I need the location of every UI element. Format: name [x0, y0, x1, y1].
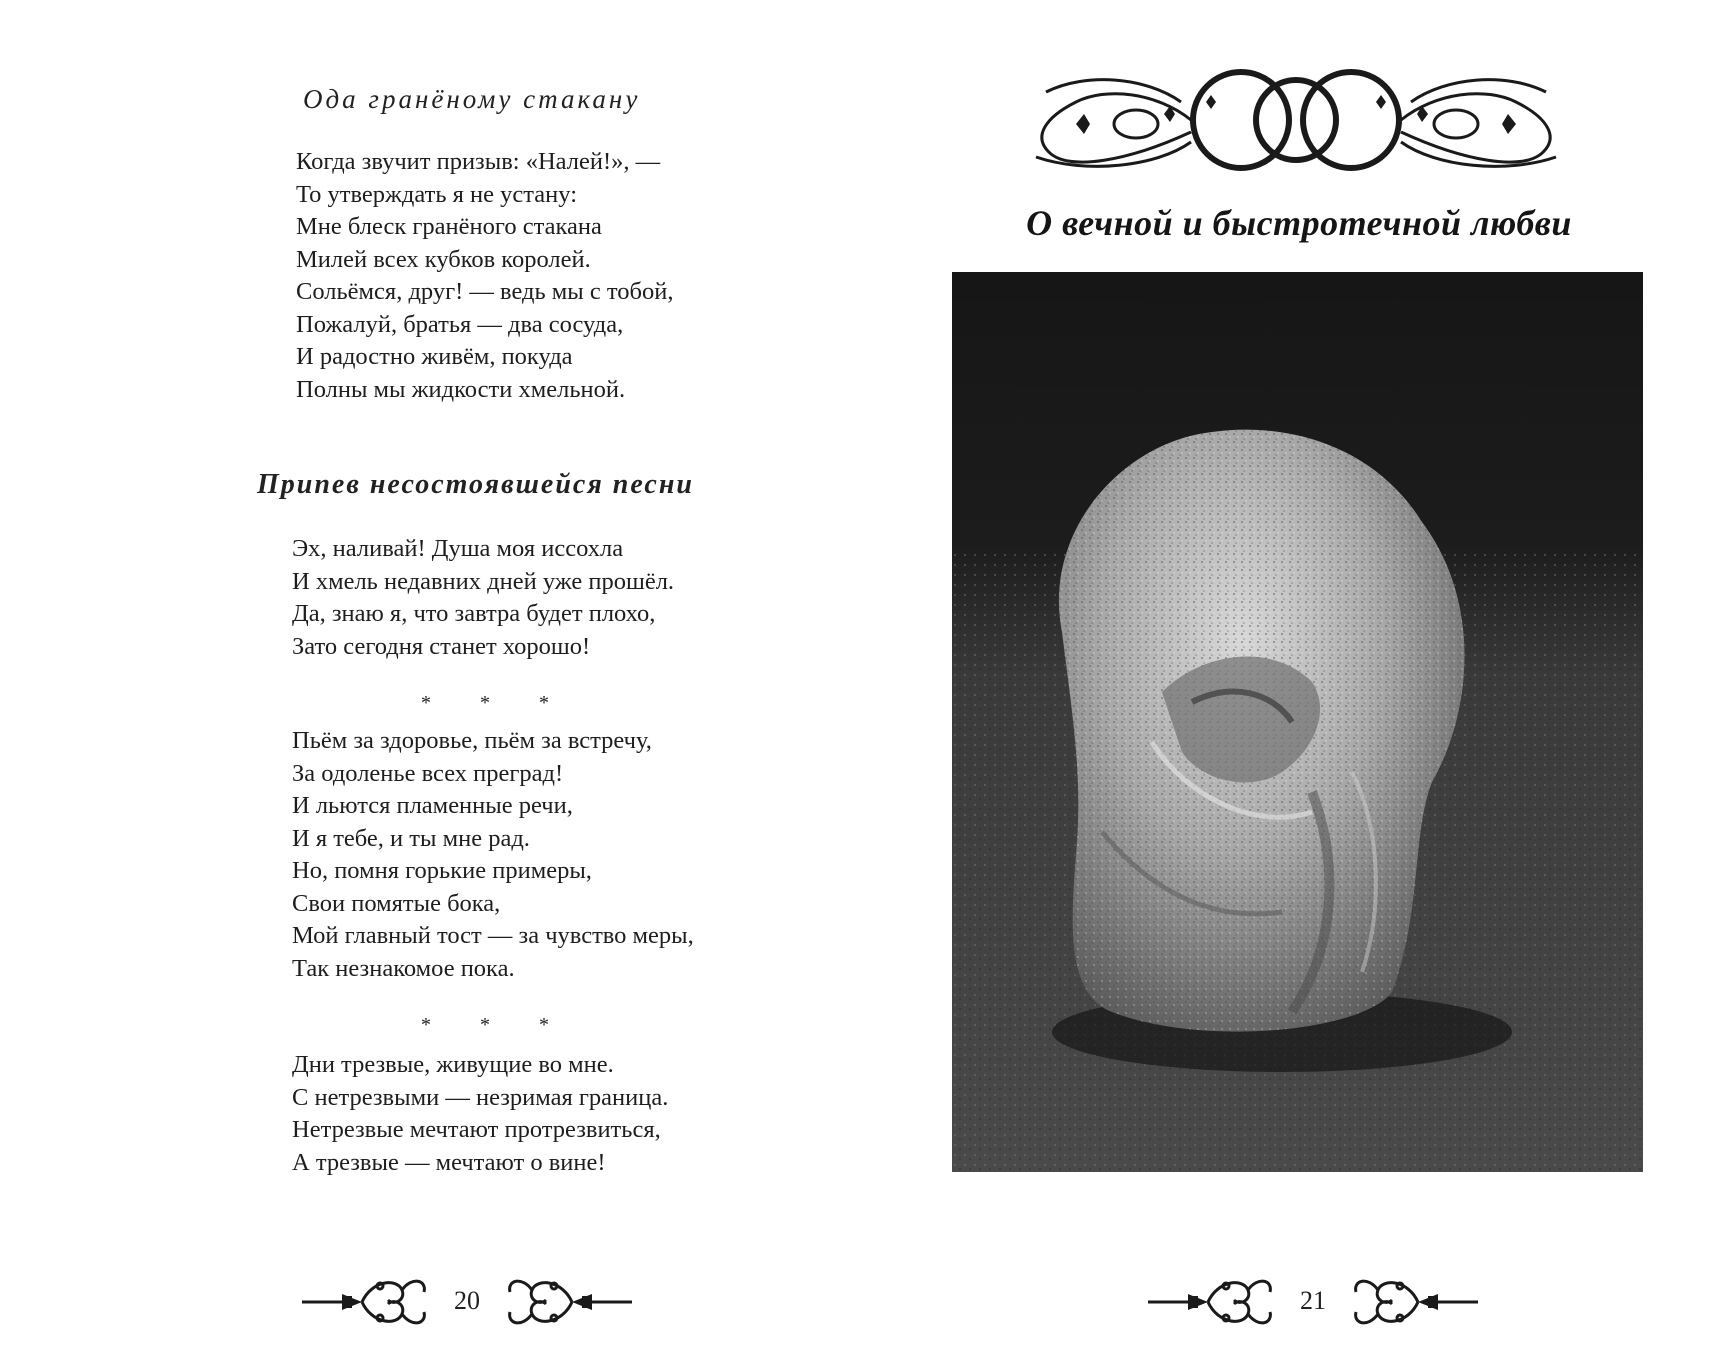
right-page [866, 0, 1732, 1362]
poem-line: Эх, наливай! Душа моя иссохла [292, 535, 624, 562]
page-number: 20 [454, 1286, 480, 1315]
section-title: О вечной и быстротечной любви [1026, 203, 1572, 243]
poem-line: Свои помятые бока, [292, 889, 501, 917]
poem-line: И радостно живём, покуда [296, 343, 573, 370]
flourish-ornament-icon [1343, 1272, 1478, 1332]
poem-sober-stanza [292, 1049, 668, 1179]
poem-ode-stanza [296, 146, 673, 406]
asterisk-separator: * * * [421, 692, 571, 714]
poem-line: И льются пламенные речи, [292, 792, 573, 819]
page-number: 21 [1300, 1286, 1326, 1315]
poem-line: Зато сегодня станет хорошо! [292, 632, 591, 660]
poem-line: Так незнакомое пока. [292, 954, 515, 982]
poem-refrain-stanza [292, 533, 674, 663]
poem-line: И я тебе, и ты мне рад. [292, 824, 530, 852]
stone-sculpture-image [952, 272, 1643, 1172]
poem-line: Дни трезвые, живущие во мне. [292, 1051, 614, 1078]
poem-line: За одоленье всех преград! [292, 759, 564, 787]
poem-line: А трезвые — мечтают о вине! [292, 1148, 606, 1176]
poem-title-refrain: Припев несостоявшейся песни [257, 469, 694, 500]
poem-line: Милей всех кубков королей. [296, 245, 591, 273]
poem-line: Пожалуй, братья — два сосуда, [296, 310, 624, 338]
poem-line: Мой главный тост — за чувство меры, [292, 922, 694, 949]
poem-line: Сольёмся, друг! — ведь мы с тобой, [296, 278, 674, 305]
flourish-ornament-icon [497, 1272, 632, 1332]
poem-line: Когда звучит призыв: «Налей!», — [296, 148, 661, 175]
decorative-header-ornament-icon [1016, 62, 1576, 182]
poem-line: И хмель недавних дней уже прошёл. [292, 567, 675, 595]
poem-title-ode: Ода гранёному стакану [303, 84, 641, 114]
poem-line: Пьём за здоровье, пьём за встречу, [292, 727, 652, 754]
page-footer-right [1148, 1272, 1478, 1332]
poem-toast-stanza [292, 725, 694, 985]
poem-line: С нетрезвыми — незримая граница. [292, 1083, 669, 1111]
poem-line: Но, помня горькие примеры, [292, 857, 592, 884]
asterisk-separator: * * * [421, 1014, 571, 1036]
poem-line: Мне блеск гранёного стакана [296, 213, 602, 240]
stone-sculpture-photo [952, 272, 1643, 1172]
poem-line: Полны мы жидкости хмельной. [296, 375, 626, 403]
poem-line: Нетрезвые мечтают протрезвиться, [292, 1116, 661, 1143]
page-footer-left [302, 1272, 632, 1332]
poem-line: Да, знаю я, что завтра будет плохо, [292, 600, 656, 627]
poem-line: То утверждать я не устану: [296, 180, 577, 208]
